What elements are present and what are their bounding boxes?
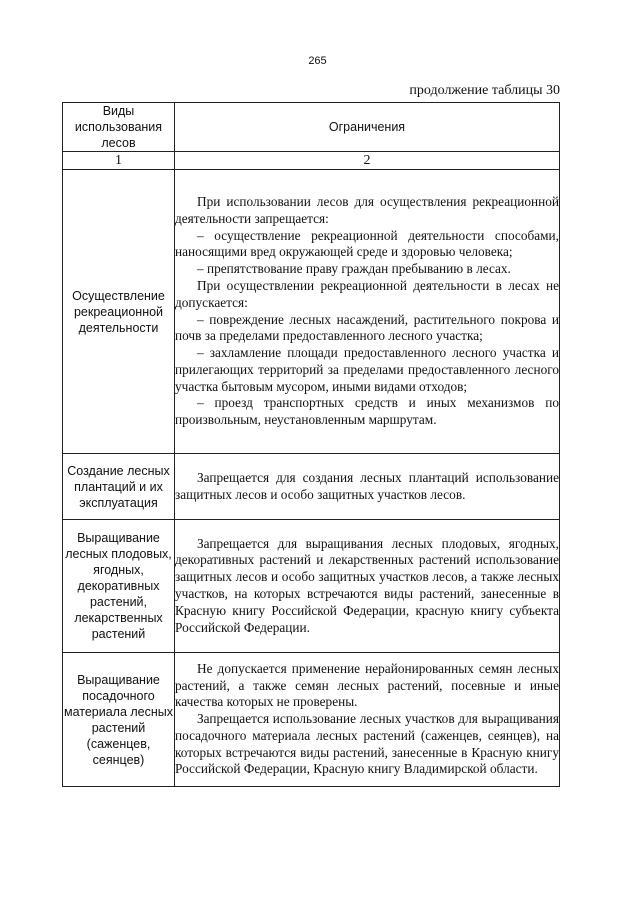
column-number-2: 2 (175, 152, 560, 170)
use-type-cell: Осуществление рекреационной деятельности (63, 170, 175, 454)
restriction-paragraph: При осуществлении рекреационной деятельности в лесах не допускается: (175, 277, 559, 310)
use-type-cell: Выращивание посадочного материала лесных растений (саженцев, сеянцев) (63, 653, 175, 787)
table-row-seedlings (63, 653, 560, 787)
restriction-paragraph: – захламление площади предоставленного лесного участка и прилегающих территорий за пределами предоставленного лесного участка бытовым мусором, иными видами отходов; (175, 345, 559, 394)
restriction-paragraph: При использовании лесов для осуществления рекреационной деятельности запрещается: (175, 193, 559, 226)
restriction-paragraph: Не допускается применение нерайонированных семян лесных растений, а также семян лесных растений, посевные и иные качества которых не проверены. (175, 660, 559, 710)
restriction-cell (175, 454, 560, 520)
table-row-plantations (63, 454, 560, 520)
restriction-paragraph: Запрещается для выращивания лесных плодовых, ягодных, декоративных растений и лекарственных растений использование защитных лесов и особо защитных участков лесов, а также лесных участков, на которых встречаются виды растений, занесенные в Красную книгу Российской Федерации, красную книгу субъекта Российской Федерации. (175, 535, 559, 635)
header-restrictions: Ограничения (175, 103, 560, 152)
header-forest-use-types: Виды использования лесов (63, 103, 175, 152)
restriction-paragraph: Запрещается для создания лесных плантаций использование защитных лесов и особо защитных участков лесов. (175, 469, 559, 502)
restriction-cell (175, 653, 560, 787)
restriction-paragraph: – повреждение лесных насаждений, растительного покрова и почв за пределами предоставленного лесного участка; (175, 311, 559, 344)
page-number: 265 (308, 55, 327, 67)
restriction-paragraph: – проезд транспортных средств и иных механизмов по произвольным, неустановленным маршрутам. (175, 395, 559, 428)
restrictions-table (62, 102, 560, 787)
table-row-fruit-plants (63, 520, 560, 653)
column-number-1: 1 (63, 152, 175, 170)
restriction-paragraph: – осуществление рекреационной деятельности способами, наносящими вред окружающей среде и здоровью человека; (175, 227, 559, 260)
restriction-cell (175, 520, 560, 653)
use-type-cell: Создание лесных плантаций и их эксплуатация (63, 454, 175, 520)
table-continuation-label: продолжение таблицы 30 (409, 83, 560, 98)
restriction-paragraph: – препятствование праву граждан пребыванию в лесах. (197, 261, 511, 277)
restriction-cell (175, 170, 560, 454)
restriction-paragraph: Запрещается использование лесных участков для выращивания посадочного материала лесных растений (саженцев, сеянцев), на которых встречаются виды растений, занесенные в Красную книгу Российской Федерации, Красную книгу Владимирской области. (175, 711, 559, 777)
table-numbering-row (63, 152, 560, 170)
table-row-recreation (63, 170, 560, 454)
use-type-cell: Выращивание лесных плодовых, ягодных, декоративных растений, лекарственных растений (63, 520, 175, 653)
table-header-row (63, 103, 560, 152)
